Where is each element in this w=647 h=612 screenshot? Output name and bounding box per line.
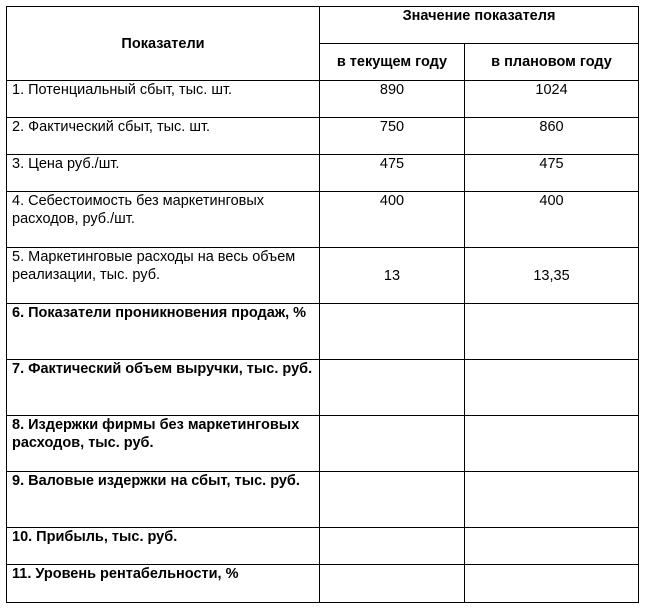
cell-plan: 860: [465, 118, 639, 155]
row-label: 10. Прибыль, тыс. руб.: [7, 528, 320, 565]
cell-current: 750: [320, 118, 465, 155]
cell-current: [320, 565, 465, 603]
row-label: 5. Маркетинговые расходы на весь объем реализации, тыс. руб.: [7, 248, 320, 304]
cell-plan: 400: [465, 192, 639, 248]
cell-current: [320, 416, 465, 472]
cell-plan: [465, 565, 639, 603]
cell-current: [320, 304, 465, 360]
cell-current: 890: [320, 81, 465, 118]
header-current-year: в текущем году: [320, 44, 465, 81]
cell-plan: [465, 472, 639, 528]
header-indicators: Показатели: [7, 7, 320, 81]
header-plan-year: в плановом году: [465, 44, 639, 81]
table-row: [7, 416, 639, 472]
row-label: 9. Валовые издержки на сбыт, тыс. руб.: [7, 472, 320, 528]
table-row: [7, 304, 639, 360]
row-label: 8. Издержки фирмы без маркетинговых расходов, тыс. руб.: [7, 416, 320, 472]
cell-current: 13: [320, 248, 465, 304]
cell-current: 400: [320, 192, 465, 248]
cell-plan: [465, 360, 639, 416]
table-row: [7, 565, 639, 603]
row-label: 11. Уровень рентабельности, %: [7, 565, 320, 603]
header-row: [7, 7, 639, 44]
cell-current: [320, 472, 465, 528]
table-row: [7, 81, 639, 118]
row-label: 3. Цена руб./шт.: [7, 155, 320, 192]
table-row: [7, 118, 639, 155]
indicators-table: [6, 6, 639, 603]
header-value-group: Значение показателя: [320, 7, 639, 44]
table-row: [7, 192, 639, 248]
cell-plan: [465, 304, 639, 360]
table-row: [7, 472, 639, 528]
row-label: 1. Потенциальный сбыт, тыс. шт.: [7, 81, 320, 118]
cell-current: [320, 360, 465, 416]
table-row: [7, 528, 639, 565]
table-row: [7, 155, 639, 192]
cell-plan: 1024: [465, 81, 639, 118]
cell-current: [320, 528, 465, 565]
cell-plan: [465, 416, 639, 472]
cell-current: 475: [320, 155, 465, 192]
table-row: [7, 248, 639, 304]
row-label: 7. Фактический объем выручки, тыс. руб.: [7, 360, 320, 416]
table-row: [7, 360, 639, 416]
cell-plan: 13,35: [465, 248, 639, 304]
row-label: 4. Себестоимость без маркетинговых расходов, руб./шт.: [7, 192, 320, 248]
cell-plan: 475: [465, 155, 639, 192]
cell-plan: [465, 528, 639, 565]
row-label: 6. Показатели проникновения продаж, %: [7, 304, 320, 360]
row-label: 2. Фактический сбыт, тыс. шт.: [7, 118, 320, 155]
